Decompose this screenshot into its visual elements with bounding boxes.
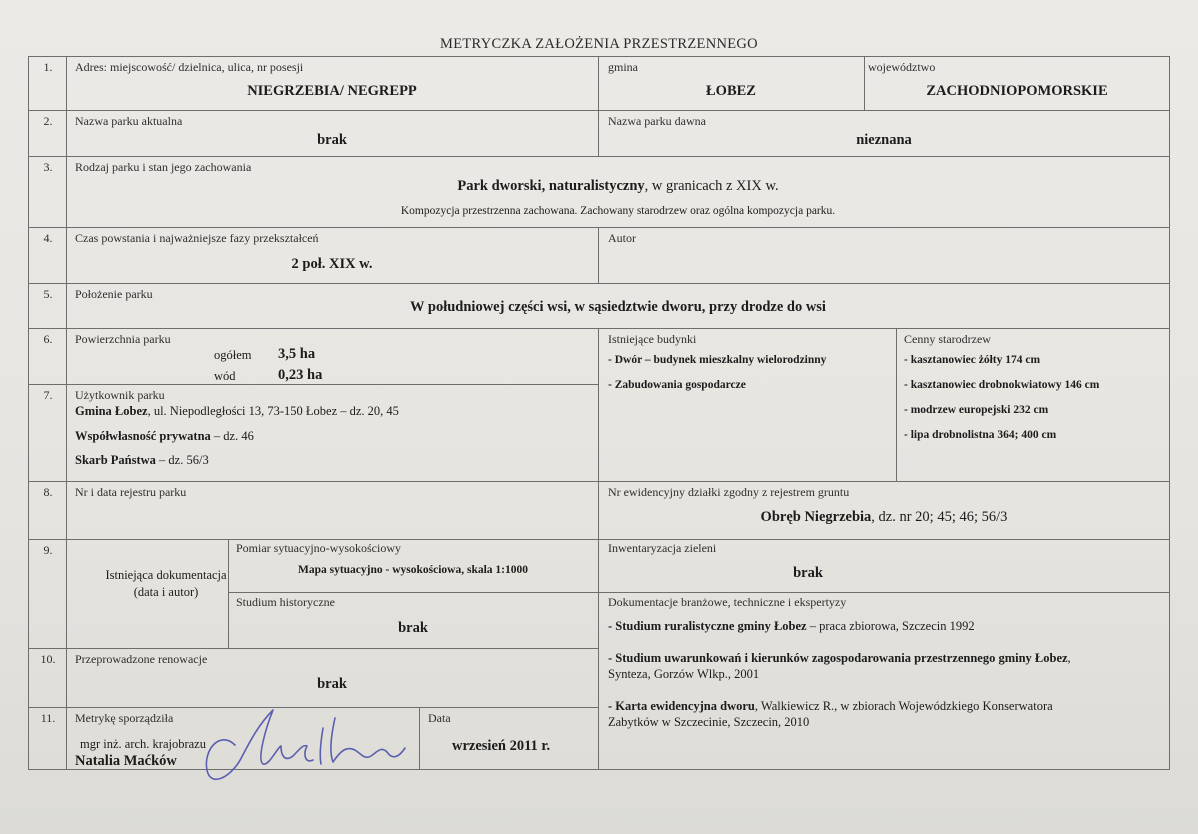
parcel-value: Obręb Niegrzebia, dz. nr 20; 45; 46; 56/3: [760, 509, 1008, 525]
park-type-value: Park dworski, naturalistyczny, w granicach z XIX w.: [457, 178, 779, 194]
row-number: 1.: [43, 60, 53, 74]
tree-item: - modrzew europejski 232 cm: [904, 404, 1049, 416]
owner-entry: Gmina Łobez, ul. Niepodległości 13, 73-150 Łobez – dz. 20, 45: [75, 404, 399, 418]
documentation-sublabel: (data i autor): [133, 585, 199, 599]
greenery-inventory-value: brak: [793, 565, 823, 581]
buildings-label: Istniejące budynki: [608, 332, 697, 346]
expertise-item-cont: Zabytków w Szczecinie, Szczecin, 2010: [608, 715, 810, 729]
author-title: mgr inż. arch. krajobrazu: [80, 737, 206, 751]
register-label: Nr i data rejestru parku: [75, 485, 187, 499]
date-label: Data: [428, 711, 451, 725]
row-number: 2.: [43, 114, 53, 128]
renovations-label: Przeprowadzone renowacje: [75, 652, 208, 666]
date-value: wrzesień 2011 r.: [452, 738, 551, 754]
row-number: 3.: [43, 160, 53, 174]
expertise-item: - Studium uwarunkowań i kierunków zagospodarowania przestrzennego gminy Łobez,: [608, 651, 1071, 665]
row-number: 7.: [43, 388, 53, 402]
row-number: 4.: [43, 231, 53, 245]
owner-entry: Skarb Państwa – dz. 56/3: [75, 453, 209, 467]
voivodeship-label: województwo: [868, 60, 936, 74]
author-name: Natalia Maćków: [75, 753, 177, 769]
row-number: 5.: [43, 287, 53, 301]
water-area-value: 0,23 ha: [278, 367, 323, 383]
former-name-label: Nazwa parku dawna: [608, 114, 706, 128]
row-number: 8.: [43, 485, 53, 499]
expertise-label: Dokumentacje branżowe, techniczne i ekspertyzy: [608, 595, 847, 609]
tree-item: - kasztanowiec drobnokwiatowy 146 cm: [904, 379, 1100, 391]
location-label: Położenie parku: [75, 287, 153, 301]
preservation-note: Kompozycja przestrzenna zachowana. Zachowany starodrzew oraz ogólna kompozycja parku.: [400, 205, 836, 217]
expertise-item: - Studium ruralistyczne gminy Łobez – praca zbiorowa, Szczecin 1992: [608, 619, 975, 633]
total-area-value: 3,5 ha: [278, 346, 316, 362]
signature: [195, 700, 415, 790]
expertise-item-cont: Synteza, Gorzów Wlkp., 2001: [608, 667, 760, 681]
creation-time-value: 2 poł. XIX w.: [291, 256, 373, 272]
greenery-inventory-label: Inwentaryzacja zieleni: [608, 541, 717, 555]
building-item: - Zabudowania gospodarcze: [608, 379, 746, 391]
tree-item: - lipa drobnolistna 364; 400 cm: [904, 429, 1057, 441]
former-name-value: nieznana: [856, 132, 912, 148]
park-user-label: Użytkownik parku: [75, 388, 165, 402]
documentation-label: Istniejąca dokumentacja: [105, 568, 227, 582]
current-name-value: brak: [317, 132, 347, 148]
survey-label: Pomiar sytuacyjno-wysokościowy: [236, 541, 401, 555]
tree-item: - kasztanowiec żółty 174 cm: [904, 354, 1041, 366]
renovations-value: brak: [317, 676, 347, 692]
row-number: 10.: [40, 652, 56, 666]
owner-entry: Współwłasność prywatna – dz. 46: [75, 429, 254, 443]
row-number: 11.: [40, 711, 56, 725]
building-item: - Dwór – budynek mieszkalny wielorodzinny: [608, 354, 827, 366]
park-type-label: Rodzaj parku i stan jego zachowania: [75, 160, 252, 174]
gmina-value: ŁOBEZ: [706, 83, 756, 99]
gmina-label: gmina: [608, 60, 638, 74]
water-area-label: wód: [214, 369, 236, 383]
survey-value: Mapa sytuacyjno - wysokościowa, skala 1:1000: [297, 564, 528, 576]
creation-time-label: Czas powstania i najważniejsze fazy przekształceń: [75, 231, 319, 245]
area-label: Powierzchnia parku: [75, 332, 171, 346]
address-label: Adres: miejscowość/ dzielnica, ulica, nr posesji: [75, 60, 304, 74]
parcel-label: Nr ewidencyjny działki zgodny z rejestrem gruntu: [608, 485, 850, 499]
form-title: METRYCZKA ZAŁOŻENIA PRZESTRZENNEGO: [440, 36, 758, 52]
prepared-by-label: Metrykę sporządziła: [75, 711, 174, 725]
old-trees-label: Cenny starodrzew: [904, 332, 991, 346]
author-label: Autor: [608, 231, 636, 245]
current-name-label: Nazwa parku aktualna: [75, 114, 183, 128]
row-number: 6.: [43, 332, 53, 346]
address-value: NIEGRZEBIA/ NEGREPP: [247, 83, 417, 99]
historical-study-value: brak: [398, 620, 428, 636]
row-number: 9.: [43, 543, 53, 557]
historical-study-label: Studium historyczne: [236, 595, 335, 609]
total-area-label: ogółem: [214, 348, 252, 362]
location-value: W południowej części wsi, w sąsiedztwie dworu, przy drodze do wsi: [410, 299, 826, 315]
voivodeship-value: ZACHODNIOPOMORSKIE: [926, 83, 1108, 99]
expertise-item: - Karta ewidencyjna dworu, Walkiewicz R., w zbiorach Wojewódzkiego Konserwatora: [608, 699, 1053, 713]
